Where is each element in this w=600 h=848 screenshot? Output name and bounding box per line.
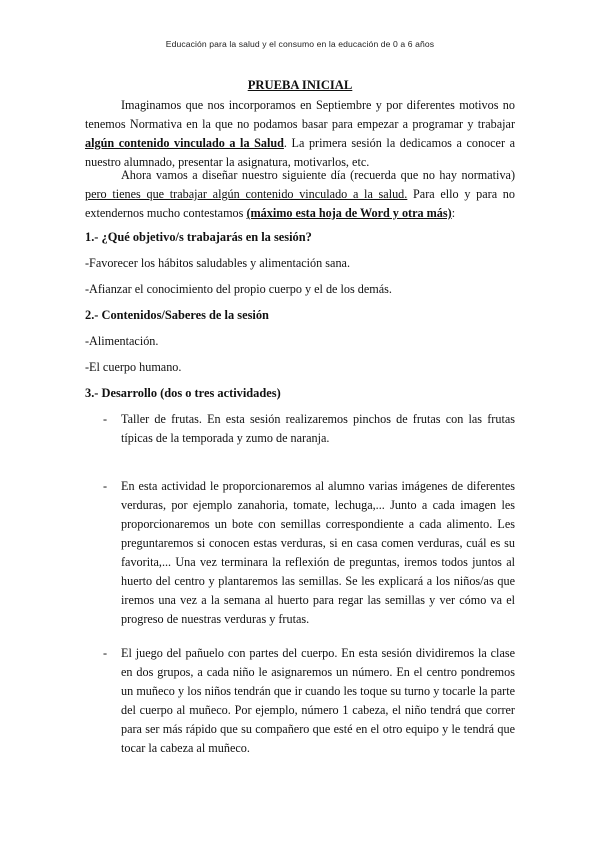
bullet-marker: -	[103, 479, 108, 493]
section-1-line: -Favorecer los hábitos saludables y alimentación sana.	[85, 256, 350, 270]
activity-text: El juego del pañuelo con partes del cuerpo. En esta sesión dividiremos la clase en dos grupos, a cada niño le asignaremos un número. En el centro pondremos un muñeco y los niños tendrán que ir cuando les toque su turno y tocarle la parte del cuerpo al muñeco. Por ejemplo, número 1 cabeza, el niño tendrá que correr para ser más rápido que su compañero que esté en el otro equipo y le tendrá que tocar la cabeza al muñeco.	[121, 646, 515, 755]
bullet-marker: -	[103, 646, 108, 660]
intro-paragraph-2	[85, 166, 515, 223]
activity-text: Taller de frutas. En esta sesión realizaremos pinchos de frutas con las frutas típicas de la temporada y zumo de naranja.	[121, 412, 515, 445]
section-heading-2: 2.- Contenidos/Saberes de la sesión	[85, 308, 269, 322]
section-2-line: -El cuerpo humano.	[85, 360, 182, 374]
section-2-line: -Alimentación.	[85, 334, 159, 348]
intro-text: Imaginamos que nos incorporamos en Septiembre y por diferentes motivos no tenemos Normativa en la que no podamos basar para empezar a programar y trabajar	[85, 98, 515, 131]
intro-text: . La primera sesión la dedicamos a conocer a nuestro alumnado, presentar la asignatura, motivarlos, etc.	[85, 136, 515, 169]
intro-emphasis: (máximo esta hoja de Word y otra más)	[246, 206, 452, 220]
intro-text: Ahora vamos a diseñar nuestro siguiente día (recuerda que no hay normativa)	[121, 168, 515, 182]
page-title: PRUEBA INICIAL	[247, 78, 353, 92]
activity-text: En esta actividad le proporcionaremos al alumno varias imágenes de diferentes verduras, por ejemplo zanahoria, tomate, lechuga,... Junto a cada imagen les proporcionaremos un bote con semillas correspondiente a cada alimento. Les preguntaremos si conocen estas verduras, si en casa comen verduras, cuál es su favorita,... Una vez terminara la reflexión de preguntas, iremos todos juntos al huerto del centro y plantaremos las semillas. Se les explicará a los niños/as que iremos una vez a la semana al huerto para regar las semillas y ver cómo va el progreso de nuestras verduras y frutas.	[121, 479, 515, 626]
intro-text: :	[451, 206, 456, 220]
bullet-marker: -	[103, 412, 108, 426]
running-header: Educación para la salud y el consumo en la educación de 0 a 6 años	[165, 39, 435, 49]
section-1-line: -Afianzar el conocimiento del propio cuerpo y el de los demás.	[85, 282, 392, 296]
intro-text: Para ello y para no extendernos mucho contestamos	[85, 187, 515, 220]
intro-underlined: pero tienes que trabajar algún contenido vinculado a la salud.	[85, 187, 408, 201]
section-heading-1: 1.- ¿Qué objetivo/s trabajarás en la sesión?	[85, 230, 312, 244]
intro-paragraph-1	[85, 96, 515, 172]
section-heading-3: 3.- Desarrollo (dos o tres actividades)	[85, 386, 281, 400]
intro-emphasis: algún contenido vinculado a la Salud	[85, 136, 284, 150]
